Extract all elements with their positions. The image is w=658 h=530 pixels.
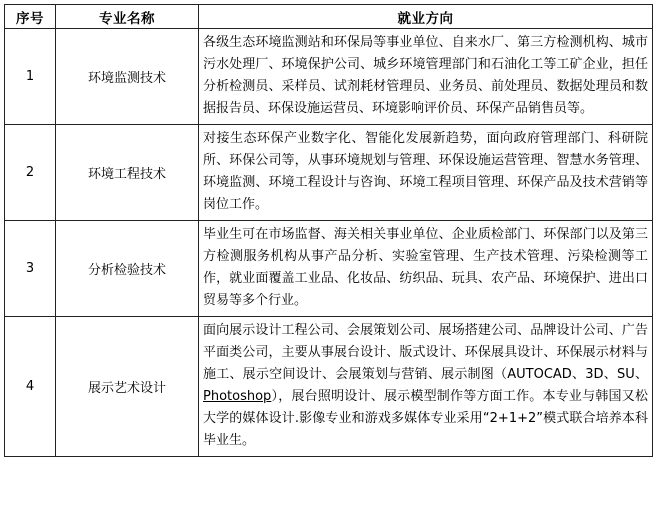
row-index: 2 [5, 125, 56, 221]
row-major-name: 分析检验技术 [56, 221, 199, 317]
header-career: 就业方向 [199, 5, 653, 29]
table-row [5, 317, 653, 457]
row-major-name: 环境监测技术 [56, 29, 199, 125]
row-index: 1 [5, 29, 56, 125]
row-major-name: 环境工程技术 [56, 125, 199, 221]
header-index: 序号 [5, 5, 56, 29]
table-row [5, 125, 653, 221]
table-row [5, 221, 653, 317]
row-career-direction: 各级生态环境监测站和环保局等事业单位、自来水厂、第三方检测机构、城市污水处理厂、环境保护公司、城乡环境管理部门和石油化工等工矿企业，担任分析检测员、采样员、试剂耗材管理员、业务员、前处理员、数据处理员和数据报告员、环保设施运营员、环境影响评价员、环保产品销售员等。 [199, 29, 653, 125]
header-major: 专业名称 [56, 5, 199, 29]
table-row [5, 29, 653, 125]
employment-table [4, 4, 653, 457]
employment-table-container [4, 4, 652, 457]
career-text-after: ），展台照明设计、展示模型制作等方面工作。本专业与韩国又松大学的媒体设计.影像专业和游戏多媒体专业采用“2+1+2”模式联合培养本科毕业生。 [203, 389, 648, 448]
row-career-direction [199, 317, 653, 457]
career-text-underlined: Photoshop [203, 389, 272, 404]
row-index: 3 [5, 221, 56, 317]
table-header-row [5, 5, 653, 29]
row-career-direction: 对接生态环保产业数字化、智能化发展新趋势，面向政府管理部门、科研院所、环保公司等，从事环境规划与管理、环保设施运营管理、智慧水务管理、环境监测、环境工程设计与咨询、环境工程项目管理、环保产品及技术营销等岗位工作。 [199, 125, 653, 221]
career-text-before: 面向展示设计工程公司、会展策划公司、展场搭建公司、品牌设计公司、广告平面类公司，主要从事展台设计、版式设计、环保展具设计、环保展示材料与施工、展示空间设计、会展策划与营销、展示制图（AUTOCAD、3D、SU、 [203, 323, 648, 382]
row-major-name: 展示艺术设计 [56, 317, 199, 457]
row-index: 4 [5, 317, 56, 457]
row-career-direction: 毕业生可在市场监督、海关相关事业单位、企业质检部门、环保部门以及第三方检测服务机构从事产品分析、实验室管理、生产技术管理、污染检测等工作，就业面覆盖工业品、化妆品、纺织品、玩具、农产品、环境保护、进出口贸易等多个行业。 [199, 221, 653, 317]
